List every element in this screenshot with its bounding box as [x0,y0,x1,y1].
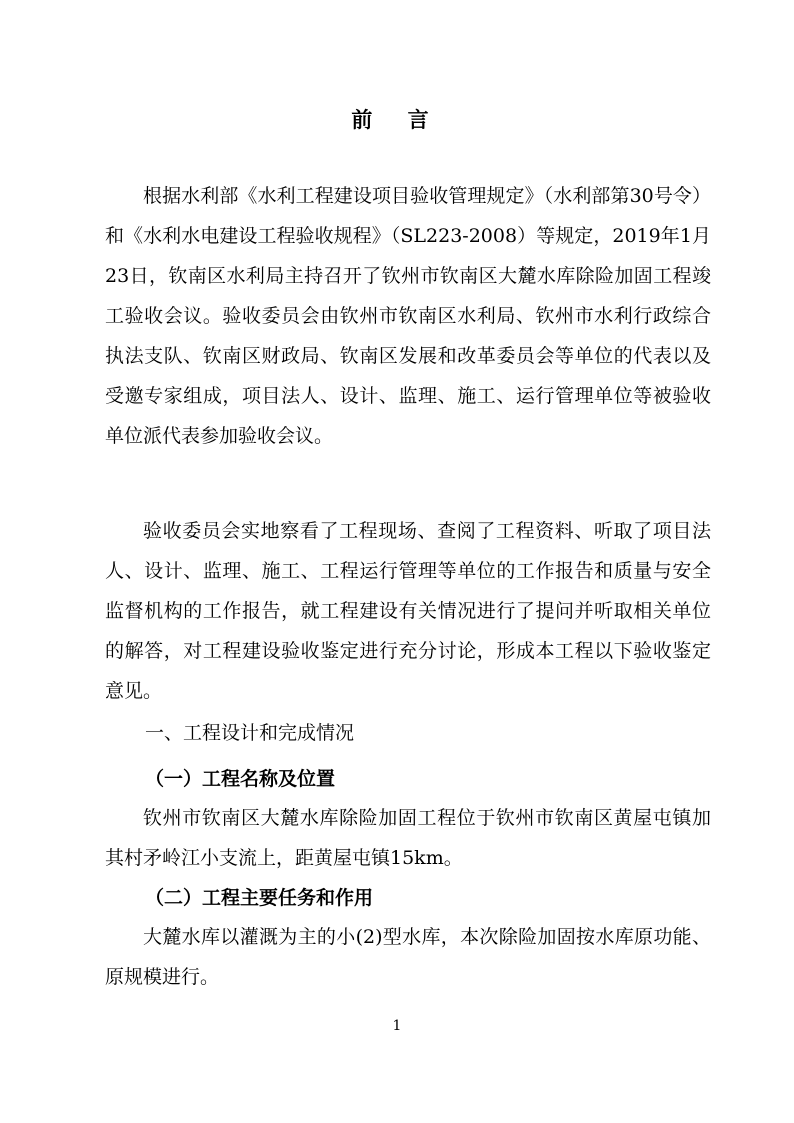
subsection-paragraph-tasks-functions: 大麓水库以灌溉为主的小(2)型水库，本次除险加固按水库原功能、原规模进行。 [105,926,711,988]
section-heading-engineering-design: 一、工程设计和完成情况 [145,722,355,744]
intro-paragraph-2: 验收委员会实地察看了工程现场、查阅了工程资料、听取了项目法人、设计、监理、施工、工程运行管理等单位的工作报告和质量与安全监督机构的工作报告，就工程建设有关情况进行了提问并听取相关单位的解答，对工程建设验收鉴定进行充分讨论，形成本工程以下验收鉴定意见。 [105,520,711,702]
page-number: 1 [392,1018,402,1034]
subsection-paragraph-name-location: 钦州市钦南区大麓水库除险加固工程位于钦州市钦南区黄屋屯镇加其村矛岭江小支流上，距黄屋屯镇15km。 [105,807,711,869]
page-title: 前 言 [351,107,443,132]
subsection-heading-name-location: （一）工程名称及位置 [145,768,336,790]
subsection-heading-tasks-functions: （二）工程主要任务和作用 [145,887,374,909]
intro-paragraph-1: 根据水利部《水利工程建设项目验收管理规定》（水利部第30号令）和《水利水电建设工程验收规程》（SL223-2008）等规定，2019年1月23日，钦南区水利局主持召开了钦州市钦南区大麓水库除险加固工程竣工验收会议。验收委员会由钦州市钦南区水利局、钦州市水利行政综合执法支队、钦南区财政局、钦南区发展和改革委员会等单位的代表以及受邀专家组成，项目法人、设计、监理、施工、运行管理单位等被验收单位派代表参加验收会议。 [105,185,711,447]
